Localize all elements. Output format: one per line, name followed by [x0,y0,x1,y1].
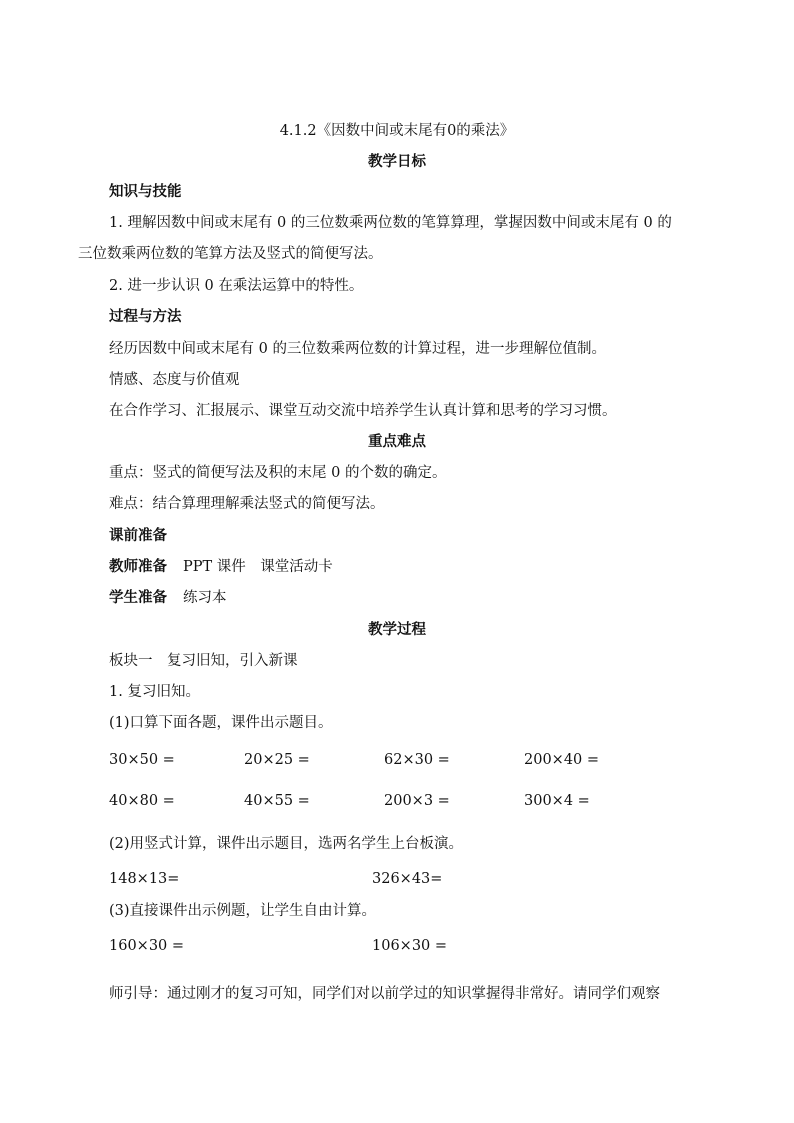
teacher-prep [109,557,333,577]
keypoint-text: 重点：竖式的简便写法及积的末尾 0 的个数的确定。 [109,465,447,481]
block-1-heading: 板块一 复习旧知，引入新课 [109,653,298,669]
knowledge-item-1-line-2: 三位数乘两位数的笔算方法及竖式的简便写法。 [78,246,383,262]
vertical-problem: 148×13= [109,871,180,887]
example-problem: 160×30 = [109,938,185,954]
teacher-prep-label: 教师准备 [109,559,167,575]
knowledge-heading: 知识与技能 [109,184,182,200]
oral-problem: 200×40 = [524,752,600,768]
review-item-1-2: (2)用竖式计算，课件出示题目，选两名学生上台板演。 [109,836,464,852]
prep-heading: 课前准备 [109,528,167,544]
student-prep-label: 学生准备 [109,590,167,606]
oral-problem: 30×50 = [109,752,175,768]
process-text: 经历因数中间或末尾有 0 的三位数乘两位数的计算过程，进一步理解位值制。 [109,341,606,357]
student-prep-items: 练习本 [183,590,227,606]
oral-problem: 40×55 = [244,793,310,809]
knowledge-item-2: 2. 进一步认识 0 在乘法运算中的特性。 [109,278,364,294]
review-item-1-1: (1)口算下面各题，课件出示题目。 [109,715,333,731]
oral-problem: 200×3 = [384,793,450,809]
teacher-prep-items: PPT 课件 课堂活动卡 [183,559,333,575]
vertical-problem: 326×43= [372,871,443,887]
oral-problem: 300×4 = [524,793,590,809]
process-heading: 过程与方法 [109,309,182,325]
oral-problem: 20×25 = [244,752,310,768]
oral-problem: 62×30 = [384,752,450,768]
review-item-1-3: (3)直接课件出示例题，让学生自由计算。 [109,903,377,919]
keypoints-heading: 重点难点 [368,434,426,450]
document-title: 4.1.2《因数中间或末尾有0的乘法》 [279,123,515,139]
teacher-guide-text: 师引导：通过刚才的复习可知，同学们对以前学过的知识掌握得非常好。请同学们观察 [109,986,660,1002]
student-prep [109,588,227,608]
attitude-heading: 情感、态度与价值观 [109,372,240,388]
review-item-1: 1. 复习旧知。 [109,684,200,700]
process-main-heading: 教学过程 [368,622,426,638]
example-problem: 106×30 = [372,938,448,954]
objectives-heading: 教学日标 [368,154,426,170]
difficulty-text: 难点：结合算理理解乘法竖式的简便写法。 [109,496,385,512]
knowledge-item-1-line-1: 1. 理解因数中间或末尾有 0 的三位数乘两位数的笔算算理，掌握因数中间或末尾有 0 的 [109,215,672,231]
attitude-text: 在合作学习、汇报展示、课堂互动交流中培养学生认真计算和思考的学习习惯。 [109,403,617,419]
oral-problem: 40×80 = [109,793,175,809]
